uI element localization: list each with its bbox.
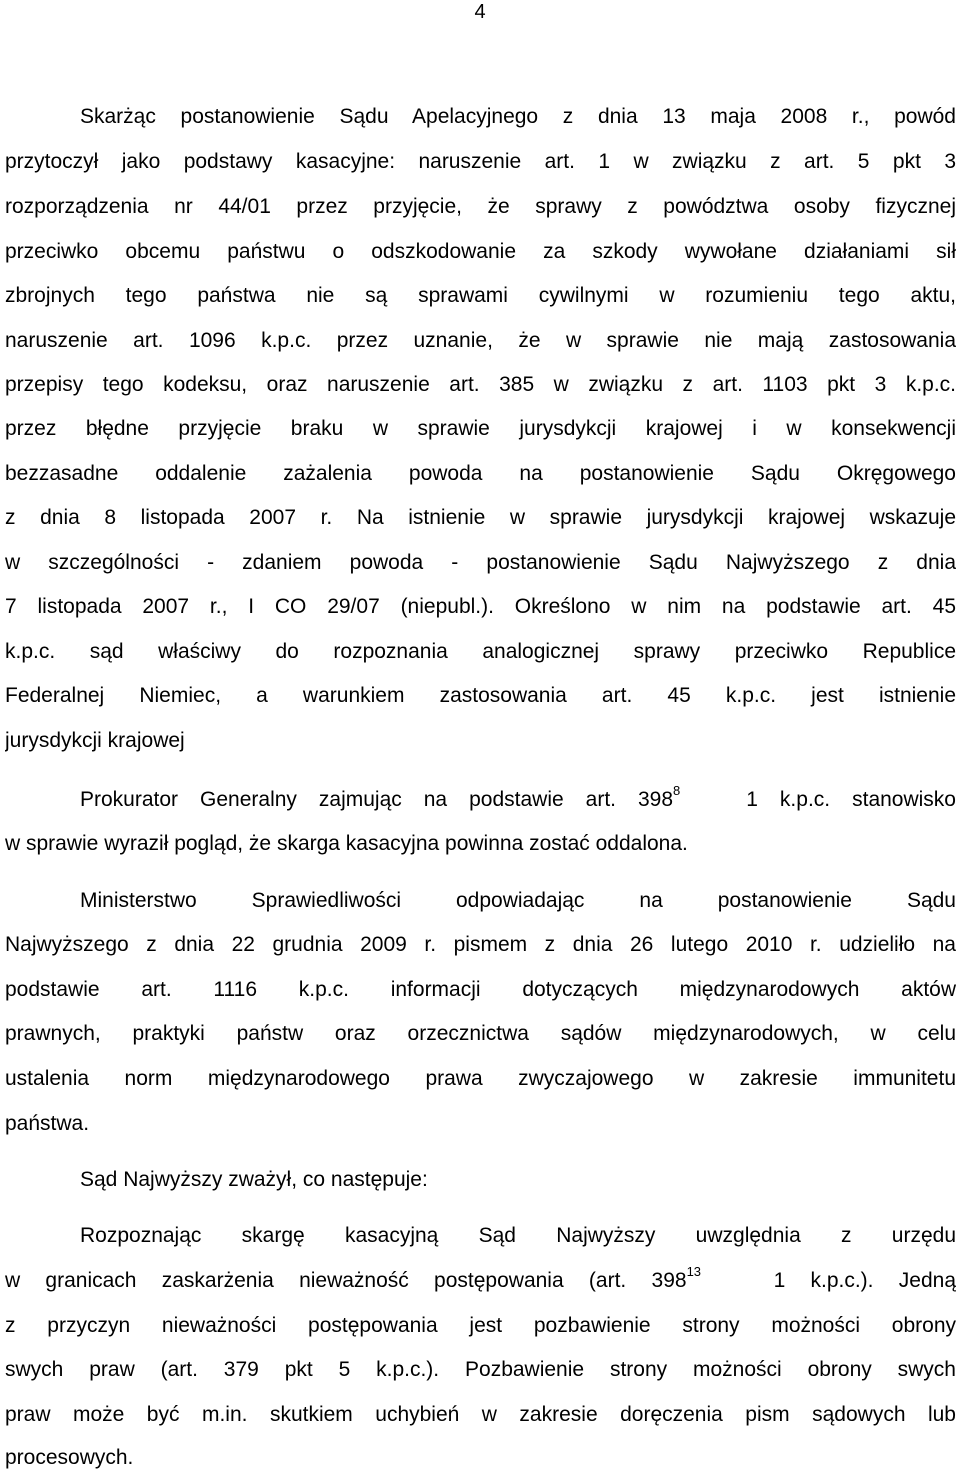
text-line: praw może być m.in. skutkiem uchybień w zakresie doręczenia pism sądowych lub (5, 1403, 956, 1426)
superscript: 13 (686, 1267, 702, 1279)
text-fragment: Prokurator Generalny zajmując na podstawie art. 398 (80, 788, 674, 811)
page-number: 4 (474, 1, 486, 23)
text-line: Ministerstwo Sprawiedliwości odpowiadając na postanowienie Sądu (80, 889, 956, 912)
text-line: jurysdykcji krajowej (5, 729, 185, 752)
superscript: 8 (673, 786, 681, 798)
text-line: procesowych. (5, 1446, 134, 1469)
text-line: państwa. (5, 1112, 90, 1135)
text-line: przeciwko obcemu państwu o odszkodowanie za szkody wywołane działaniami sił (5, 240, 956, 263)
text-line: zbrojnych tego państwa nie są sprawami cywilnymi w rozumieniu tego aktu, (5, 284, 956, 307)
section-heading: Sąd Najwyższy zważył, co następuje: (80, 1168, 428, 1191)
text-line: przytoczył jako podstawy kasacyjne: naruszenie art. 1 w związku z art. 5 pkt 3 (5, 150, 956, 173)
text-line: Rozpoznając skargę kasacyjną Sąd Najwyższy uwzględnia z urzędu (80, 1224, 956, 1247)
text-line (5, 1267, 956, 1295)
text-fragment: 1 k.p.c. stanowisko (746, 788, 956, 811)
text-line: Federalnej Niemiec, a warunkiem zastosowania art. 45 k.p.c. jest istnienie (5, 684, 956, 707)
text-line (80, 786, 956, 814)
text-line: przez błędne przyjęcie braku w sprawie jurysdykcji krajowej i w konsekwencji (5, 417, 956, 440)
text-line: k.p.c. sąd właściwy do rozpoznania analogicznej sprawy przeciwko Republice (5, 640, 956, 663)
text-line: w sprawie wyraził pogląd, że skarga kasacyjna powinna zostać oddalona. (5, 832, 688, 855)
text-line: 7 listopada 2007 r., I CO 29/07 (niepubl.). Określono w nim na podstawie art. 45 (5, 595, 956, 618)
text-line: swych praw (art. 379 pkt 5 k.p.c.). Pozbawienie strony możności obrony swych (5, 1358, 956, 1381)
text-line: Najwyższego z dnia 22 grudnia 2009 r. pismem z dnia 26 lutego 2010 r. udzieliło na (5, 933, 956, 956)
text-line: z przyczyn nieważności postępowania jest pozbawienie strony możności obrony (5, 1314, 956, 1337)
text-line: z dnia 8 listopada 2007 r. Na istnienie w sprawie jurysdykcji krajowej wskazuje (5, 506, 956, 529)
text-line: naruszenie art. 1096 k.p.c. przez uznanie, że w sprawie nie mają zastosowania (5, 329, 956, 352)
text-line: podstawie art. 1116 k.p.c. informacji dotyczących międzynarodowych aktów (5, 978, 956, 1001)
text-line: prawnych, praktyki państw oraz orzecznictwa sądów międzynarodowych, w celu (5, 1022, 956, 1045)
text-line: bezzasadne oddalenie zażalenia powoda na postanowienie Sądu Okręgowego (5, 462, 956, 485)
text-fragment: 1 k.p.c.). Jedną (773, 1269, 956, 1292)
text-line: przepisy tego kodeksu, oraz naruszenie art. 385 w związku z art. 1103 pkt 3 k.p.c. (5, 373, 956, 396)
text-line: Skarżąc postanowienie Sądu Apelacyjnego z dnia 13 maja 2008 r., powód (80, 105, 956, 128)
text-line: ustalenia norm międzynarodowego prawa zwyczajowego w zakresie immunitetu (5, 1067, 956, 1090)
text-line: rozporządzenia nr 44/01 przez przyjęcie, że sprawy z powództwa osoby fizycznej (5, 195, 956, 218)
text-fragment: w granicach zaskarżenia nieważność postępowania (art. 398 (5, 1269, 687, 1292)
text-line: w szczególności - zdaniem powoda - postanowienie Sądu Najwyższego z dnia (5, 551, 956, 574)
